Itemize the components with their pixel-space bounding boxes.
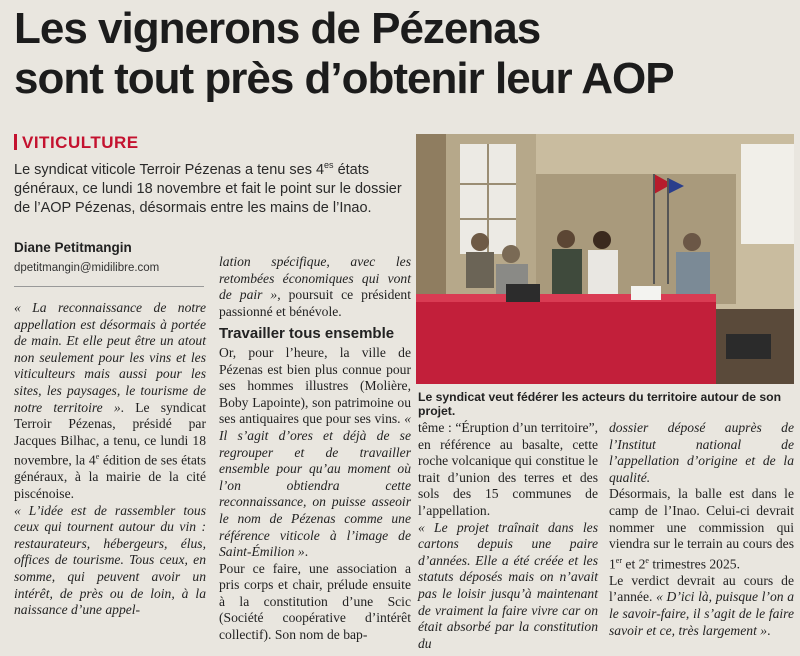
text: Or, pour l’heure, la ville de Pézenas est bien plus connue pour ses hommes illustres (Molière, Boby Lapointe), son patrimoine ou ses antiquaires que pour ses vins. xyxy=(219,344,411,427)
lead-text-b: états généraux, ce lundi 18 novembre et fait le point sur le dossier de l’AOP Pézenas, désormais entre les mains de l’Inao. xyxy=(14,161,402,216)
paragraph xyxy=(219,254,411,320)
text: , poursuit ce président passionné et bénévole. xyxy=(219,287,411,319)
paragraph: tême : “Éruption d’un territoire”, en référence au basalte, cette roche volcanique qui constitue le trait d’union des terres et des sols des 15 communes de l’appellation. xyxy=(418,420,598,518)
bleed-through-text xyxy=(740,0,800,120)
author-email[interactable]: dpetitmangin@midilibre.com xyxy=(14,262,160,274)
article-column-1 xyxy=(14,300,206,619)
photo-caption: Le syndicat veut fédérer les acteurs du territoire autour de son projet. xyxy=(418,390,782,418)
lead-paragraph xyxy=(14,156,406,218)
paragraph-quote: « Le projet traînait dans les cartons depuis une paire d’années. Elle a été créée et les statuts déposés mais on n’avait pas le loisir jusqu’à maintenant de vraiment la faire vivre car on était absorbé par la constitution du xyxy=(418,519,598,651)
text: . xyxy=(304,544,309,560)
paragraph xyxy=(14,300,206,503)
headline-line-1: Les vignerons de Pézenas xyxy=(14,4,541,53)
paragraph xyxy=(609,573,794,639)
paragraph xyxy=(609,486,794,573)
quote: « La reconnaissance de notre appellation est désormais à portée de main. Et elle peut être un atout non seulement pour les vins et les viticulteurs mais aussi pour les sites, les paysages, le tourisme de notre territoire » xyxy=(14,300,206,415)
article-column-3 xyxy=(418,420,598,652)
author-name: Diane Petitmangin xyxy=(14,240,132,255)
paragraph: Pour ce faire, une association a pris corps et chair, prélude ensuite à la constitution d’une Scic (Société coopérative d’intérêt collectif). Son nom de bap- xyxy=(219,560,411,643)
headline-line-2: sont tout près d’obtenir leur AOP xyxy=(14,54,674,103)
paragraph xyxy=(219,345,411,561)
section-rubric: VITICULTURE xyxy=(14,133,139,153)
lead-text-a: Le syndicat viticole Terroir Pézenas a tenu ses 4 xyxy=(14,161,325,178)
sup: e xyxy=(645,555,649,565)
text: . xyxy=(767,622,771,638)
text: édition de ses états généraux, à la mairie de la cité piscénoise. xyxy=(14,452,206,502)
text: trimestres 2025. xyxy=(648,556,740,572)
subheading: Travailler tous ensemble xyxy=(219,325,395,343)
article-photo xyxy=(416,134,794,384)
quote: « Il s’agit d’ores et déjà de se regrouper et de travailler ensemble pour qu’au moment où l’on obtiendra cette reconnaissance, on puisse asseoir le nom de Pézenas comme une référence viticole à l’image de Saint-Émilion » xyxy=(219,411,411,560)
headline xyxy=(14,4,754,104)
author-divider xyxy=(14,286,204,287)
text: et 2 xyxy=(622,556,646,572)
meeting-photo-illustration xyxy=(416,134,794,384)
text: Le verdict devrait au cours de l’année. xyxy=(609,572,794,605)
text: . Le syndicat Terroir Pézenas, présidé par Jacques Bilhac, a tenu, ce lundi 18 novembre, la 4 xyxy=(14,399,206,468)
quote: « D’ici là, puisque l’on a le savoir-faire, il s’agit de le faire savoir et ce, très largement » xyxy=(609,589,794,638)
article-column-4 xyxy=(609,420,794,639)
paragraph-quote: dossier déposé auprès de l’Institut national de l’appellation d’origine et de la qualité. xyxy=(609,420,794,485)
article-column-2 xyxy=(219,254,411,644)
paragraph-quote: « L’idée est de rassembler tous ceux qui tournent autour du vin : restaurateurs, hébergeurs, élus, offices de tourisme. Tous ceux, en somme, qui peuvent avoir un intérêt, de près ou de loin, à la naissance d’une appel- xyxy=(14,502,206,618)
sup: e xyxy=(95,452,100,462)
sup: er xyxy=(615,555,623,565)
quote: lation spécifique, avec les retombées économiques qui vont de pair » xyxy=(219,254,411,303)
text: Désormais, la balle est dans le camp de l’Inao. Celui-ci devrait nommer une commission qui viendra sur le terrain au cours des 1 xyxy=(609,486,794,572)
lead-sup: es xyxy=(324,160,334,170)
